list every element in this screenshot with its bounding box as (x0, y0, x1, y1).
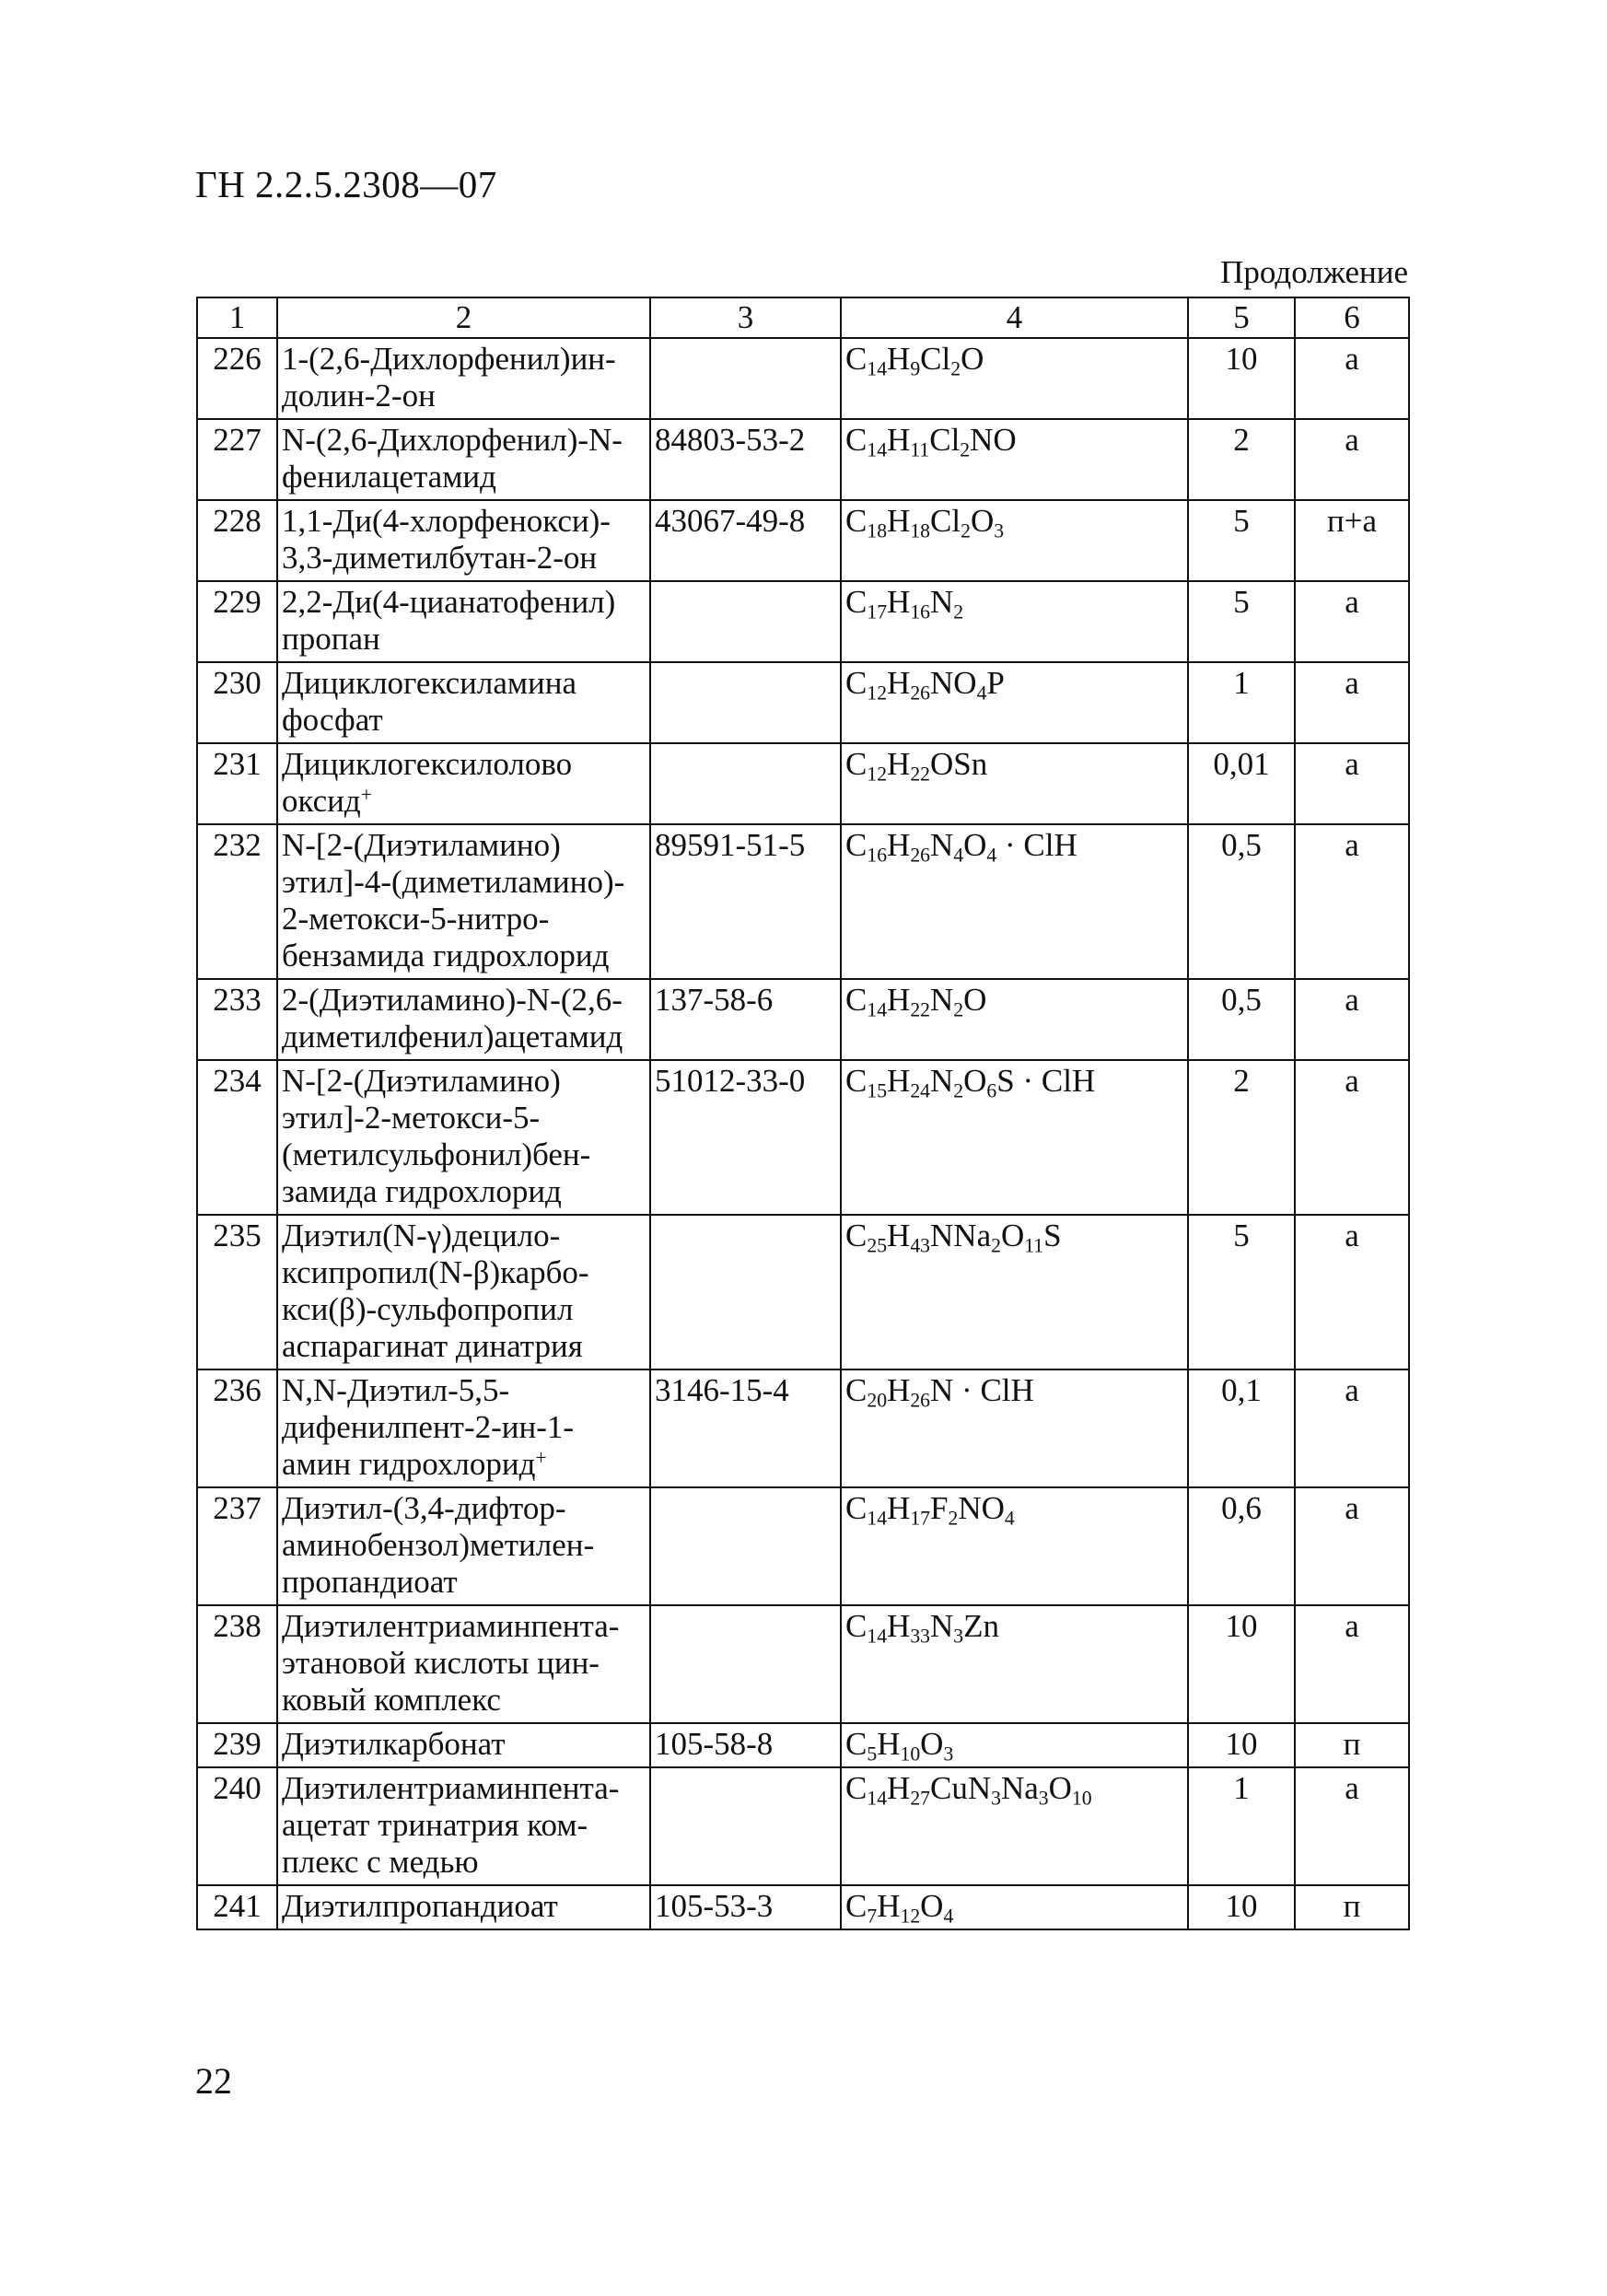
formula-part: C (845, 1063, 868, 1099)
formula-part: 10 (900, 1742, 921, 1766)
formula-part: C (845, 1726, 868, 1762)
formula-part: C (845, 1372, 868, 1408)
table-row (197, 743, 1409, 824)
cas-number: 89591-51-5 (650, 824, 841, 979)
row-number: 241 (197, 1885, 277, 1929)
cas-number (650, 1487, 841, 1605)
substance-name-text: Диэтил-(3,4-дифтор- аминобензол)метилен- пропандиоат (282, 1490, 595, 1600)
substance-name (277, 500, 650, 581)
chemical-formula (841, 1369, 1188, 1487)
cas-number: 3146-15-4 (650, 1369, 841, 1487)
row-number: 239 (197, 1723, 277, 1767)
formula-part: 18 (867, 519, 888, 542)
formula-part: N (930, 827, 954, 863)
limit-value: 10 (1188, 1723, 1295, 1767)
aggregate-state: а (1295, 824, 1409, 979)
limit-value: 5 (1188, 581, 1295, 662)
formula-part: O (920, 1726, 944, 1762)
column-header: 5 (1188, 297, 1295, 338)
formula-part: Na (1000, 1770, 1039, 1806)
formula-part: 27 (910, 1787, 931, 1810)
formula-part: N (930, 584, 954, 620)
formula-part: 14 (867, 998, 888, 1021)
formula-part: C (845, 341, 868, 377)
formula-part: H (887, 982, 911, 1018)
aggregate-state: п+а (1295, 500, 1409, 581)
limit-value: 0,01 (1188, 743, 1295, 824)
formula-part: C (845, 665, 868, 701)
formula-part: H (877, 1726, 901, 1762)
name-superscript: + (535, 1447, 547, 1470)
limit-value: 2 (1188, 1060, 1295, 1215)
row-number: 236 (197, 1369, 277, 1487)
formula-part: H (887, 1490, 911, 1526)
formula-part: 14 (867, 438, 888, 461)
column-header: 6 (1295, 297, 1409, 338)
row-number: 232 (197, 824, 277, 979)
table-row (197, 979, 1409, 1060)
formula-part: C (845, 1218, 868, 1253)
row-number: 235 (197, 1215, 277, 1369)
table-row (197, 1767, 1409, 1885)
limit-value: 2 (1188, 419, 1295, 500)
cas-number (650, 743, 841, 824)
table-row (197, 1487, 1409, 1605)
substance-name-text: 1-(2,6-Дихлорфенил)ин- долин-2-он (282, 341, 616, 414)
formula-part: 26 (910, 1389, 931, 1412)
formula-part: 3 (943, 1742, 954, 1766)
formula-part: H (887, 665, 911, 701)
chemical-formula (841, 1885, 1188, 1929)
aggregate-state: а (1295, 581, 1409, 662)
row-number: 237 (197, 1487, 277, 1605)
chemical-formula (841, 979, 1188, 1060)
formula-part: 43 (910, 1234, 931, 1257)
chemical-formula (841, 419, 1188, 500)
aggregate-state: а (1295, 979, 1409, 1060)
formula-part: 16 (910, 600, 931, 624)
substance-name (277, 979, 650, 1060)
formula-part: CuN (930, 1770, 992, 1806)
cas-number: 43067-49-8 (650, 500, 841, 581)
formula-part: O (961, 341, 984, 377)
formula-part: · ClH (996, 827, 1077, 863)
limit-value: 0,5 (1188, 979, 1295, 1060)
aggregate-state: п (1295, 1723, 1409, 1767)
formula-part: Cl (929, 422, 961, 458)
row-number: 229 (197, 581, 277, 662)
table-row (197, 500, 1409, 581)
formula-part: C (845, 827, 868, 863)
formula-part: H (887, 1608, 911, 1644)
limit-value: 10 (1188, 338, 1295, 419)
chemical-formula (841, 1767, 1188, 1885)
substance-name-text: N-[2-(Диэтиламино) этил]-2-метокси-5- (метилсульфонил)бен- замида гидрохлорид (282, 1063, 591, 1209)
substance-name-text: Дициклогексиламина фосфат (282, 665, 577, 738)
aggregate-state: а (1295, 1369, 1409, 1487)
formula-part: 10 (1071, 1787, 1092, 1810)
column-header: 3 (650, 297, 841, 338)
formula-part: 3 (991, 1787, 1001, 1810)
formula-part: O (963, 982, 987, 1018)
substance-name (277, 1215, 650, 1369)
chemical-formula (841, 1723, 1188, 1767)
formula-part: 15 (867, 1079, 888, 1102)
formula-part: Cl (930, 503, 961, 539)
formula-part: H (887, 1218, 911, 1253)
table-row (197, 1060, 1409, 1215)
aggregate-state: а (1295, 1487, 1409, 1605)
formula-part: 4 (1004, 1507, 1015, 1530)
formula-part: Zn (963, 1608, 1000, 1644)
formula-part: C (845, 1888, 868, 1924)
aggregate-state: а (1295, 1215, 1409, 1369)
formula-part: 14 (867, 1507, 888, 1530)
formula-part: H (887, 341, 911, 377)
limit-value: 10 (1188, 1605, 1295, 1723)
formula-part: O (970, 503, 995, 539)
aggregate-state: а (1295, 1060, 1409, 1215)
table-row (197, 824, 1409, 979)
formula-part: H (887, 1063, 911, 1099)
formula-part: C (845, 422, 868, 458)
substance-name (277, 662, 650, 743)
substance-name (277, 338, 650, 419)
formula-part: C (845, 1608, 868, 1644)
substance-name (277, 1885, 650, 1929)
formula-part: 2 (948, 1507, 959, 1530)
formula-part: H (887, 503, 911, 539)
name-superscript: + (360, 784, 372, 807)
row-number: 228 (197, 500, 277, 581)
substance-name (277, 1060, 650, 1215)
limit-value: 0,5 (1188, 824, 1295, 979)
row-number: 231 (197, 743, 277, 824)
formula-part: 3 (953, 1625, 964, 1648)
formula-part: S (1043, 1218, 1062, 1253)
cas-number: 105-53-3 (650, 1885, 841, 1929)
table-row (197, 1215, 1409, 1369)
formula-part: 20 (867, 1389, 888, 1412)
formula-part: H (887, 1372, 911, 1408)
column-header: 1 (197, 297, 277, 338)
table-row (197, 338, 1409, 419)
cas-number: 105-58-8 (650, 1723, 841, 1767)
substance-name (277, 1723, 650, 1767)
formula-part: H (887, 1770, 911, 1806)
table-row (197, 1605, 1409, 1723)
formula-part: 3 (994, 519, 1005, 542)
formula-part: 4 (943, 1905, 954, 1928)
column-header: 4 (841, 297, 1188, 338)
formula-part: 5 (867, 1742, 878, 1766)
formula-part: C (845, 982, 868, 1018)
formula-part: 16 (867, 844, 888, 867)
formula-part: H (887, 584, 911, 620)
substance-name-text: 2,2-Ди(4-цианатофенил) пропан (282, 584, 616, 657)
page-number: 22 (195, 2060, 232, 2102)
formula-part: C (845, 503, 868, 539)
table-row (197, 1369, 1409, 1487)
table-row (197, 419, 1409, 500)
formula-part: H (887, 422, 911, 458)
cas-number (650, 581, 841, 662)
formula-part: 4 (976, 682, 987, 705)
formula-part: 33 (910, 1625, 931, 1648)
limit-value: 1 (1188, 662, 1295, 743)
chemical-formula (841, 581, 1188, 662)
formula-part: 2 (960, 438, 971, 461)
formula-part: 2 (953, 998, 964, 1021)
aggregate-state: а (1295, 743, 1409, 824)
aggregate-state: а (1295, 1605, 1409, 1723)
formula-part: F (930, 1490, 949, 1526)
substance-name-text: N-[2-(Диэтиламино) этил]-4-(диметиламино)- 2-метокси-5-нитро- бензамида гидрохлорид (282, 827, 625, 973)
document-header: ГН 2.2.5.2308—07 (195, 163, 497, 205)
formula-part: 12 (900, 1905, 921, 1928)
substance-name (277, 1369, 650, 1487)
cas-number (650, 1215, 841, 1369)
formula-part: C (845, 746, 868, 782)
aggregate-state: а (1295, 662, 1409, 743)
row-number: 238 (197, 1605, 277, 1723)
limit-value: 0,6 (1188, 1487, 1295, 1605)
formula-part: 18 (910, 519, 931, 542)
formula-part: N (930, 1063, 954, 1099)
formula-part: OSn (930, 746, 988, 782)
formula-part: 7 (867, 1905, 878, 1928)
chemical-formula (841, 1215, 1188, 1369)
formula-part: NO (930, 665, 977, 701)
chemical-formula (841, 1487, 1188, 1605)
cas-number (650, 1605, 841, 1723)
formula-part: S · ClH (996, 1063, 1096, 1099)
table-header-row (197, 297, 1409, 338)
formula-part: 4 (953, 844, 964, 867)
formula-part: 2 (953, 1079, 964, 1102)
formula-part: O (963, 1063, 987, 1099)
formula-part: 2 (950, 357, 961, 380)
formula-part: H (887, 827, 911, 863)
formula-part: C (845, 1490, 868, 1526)
substance-name-text: 1,1-Ди(4-хлорфенокси)- 3,3-диметилбутан-2-он (282, 503, 611, 576)
aggregate-state: п (1295, 1885, 1409, 1929)
row-number: 240 (197, 1767, 277, 1885)
formula-part: 26 (910, 682, 931, 705)
formula-part: 2 (961, 519, 971, 542)
formula-part: O (1000, 1218, 1025, 1253)
cas-number (650, 338, 841, 419)
limit-value: 1 (1188, 1767, 1295, 1885)
formula-part: 12 (867, 682, 888, 705)
formula-part: O (963, 827, 987, 863)
formula-part: 14 (867, 357, 888, 380)
cas-number: 51012-33-0 (650, 1060, 841, 1215)
row-number: 234 (197, 1060, 277, 1215)
formula-part: P (986, 665, 1005, 701)
formula-part: 25 (867, 1234, 888, 1257)
cas-number: 84803-53-2 (650, 419, 841, 500)
aggregate-state: а (1295, 419, 1409, 500)
formula-part: N (930, 982, 954, 1018)
limit-value: 5 (1188, 500, 1295, 581)
formula-part: 9 (910, 357, 921, 380)
substance-name (277, 824, 650, 979)
formula-part: 2 (953, 600, 964, 624)
chemical-formula (841, 500, 1188, 581)
substance-name-text: Диэтилкарбонат (282, 1726, 506, 1762)
chemical-formula (841, 338, 1188, 419)
formula-part: C (845, 1770, 868, 1806)
row-number: 230 (197, 662, 277, 743)
row-number: 226 (197, 338, 277, 419)
substance-name-text: 2-(Диэтиламино)-N-(2,6- диметилфенил)ацетамид (282, 982, 623, 1055)
formula-part: 22 (910, 763, 931, 786)
chemical-formula (841, 1060, 1188, 1215)
formula-part: 11 (910, 438, 930, 461)
formula-part: 17 (910, 1507, 931, 1530)
substance-name (277, 581, 650, 662)
substance-name (277, 1487, 650, 1605)
chemical-formula (841, 1605, 1188, 1723)
substance-name (277, 743, 650, 824)
substance-name-text: Диэтил(N-γ)децило- ксипропил(N-β)карбо- кси(β)-сульфопропил аспарагинат динатрия (282, 1218, 589, 1364)
formula-part: 14 (867, 1787, 888, 1810)
formula-part: 14 (867, 1625, 888, 1648)
formula-part: 3 (1038, 1787, 1049, 1810)
column-header: 2 (277, 297, 650, 338)
aggregate-state: а (1295, 338, 1409, 419)
limit-value: 0,1 (1188, 1369, 1295, 1487)
row-number: 233 (197, 979, 277, 1060)
formula-part: C (845, 584, 868, 620)
chemical-formula (841, 824, 1188, 979)
formula-part: 17 (867, 600, 888, 624)
formula-part: NO (970, 422, 1017, 458)
formula-part: Cl (920, 341, 951, 377)
cas-number: 137-58-6 (650, 979, 841, 1060)
formula-part: N · ClH (930, 1372, 1034, 1408)
substance-name-text: N,N-Диэтил-5,5- дифенилпент-2-ин-1- амин гидрохлорид (282, 1372, 575, 1482)
formula-part: NNa (930, 1218, 992, 1253)
formula-part: 26 (910, 844, 931, 867)
formula-part: N (930, 1608, 954, 1644)
substance-name (277, 1767, 650, 1885)
formula-part: 2 (991, 1234, 1001, 1257)
formula-part: 22 (910, 998, 931, 1021)
formula-part: 11 (1024, 1234, 1044, 1257)
formula-part: O (920, 1888, 944, 1924)
substance-name-text: N-(2,6-Дихлорфенил)-N- фенилацетамид (282, 422, 623, 495)
limit-value: 10 (1188, 1885, 1295, 1929)
formula-part: H (877, 1888, 901, 1924)
formula-part: 4 (986, 844, 997, 867)
substance-name-text: Диэтилентриаминпента- ацетат тринатрия ком- плекс с медью (282, 1770, 620, 1880)
table-row (197, 662, 1409, 743)
chemical-formula (841, 743, 1188, 824)
table-row (197, 1885, 1409, 1929)
substance-name (277, 1605, 650, 1723)
table-row (197, 1723, 1409, 1767)
formula-part: H (887, 746, 911, 782)
substances-table (196, 297, 1410, 1930)
formula-part: NO (958, 1490, 1005, 1526)
substance-name-text: Диэтилентриаминпента- этановой кислоты цин- ковый комплекс (282, 1608, 620, 1718)
formula-part: 24 (910, 1079, 931, 1102)
aggregate-state: а (1295, 1767, 1409, 1885)
formula-part: 6 (986, 1079, 997, 1102)
substance-name-text: Диэтилпропандиоат (282, 1888, 558, 1924)
limit-value: 5 (1188, 1215, 1295, 1369)
formula-part: O (1048, 1770, 1072, 1806)
cas-number (650, 662, 841, 743)
formula-part: 12 (867, 763, 888, 786)
substance-name (277, 419, 650, 500)
chemical-formula (841, 662, 1188, 743)
substance-name-text: Дициклогексилолово оксид (282, 746, 573, 819)
row-number: 227 (197, 419, 277, 500)
continuation-label: Продолжение (1220, 254, 1408, 290)
cas-number (650, 1767, 841, 1885)
table-row (197, 581, 1409, 662)
